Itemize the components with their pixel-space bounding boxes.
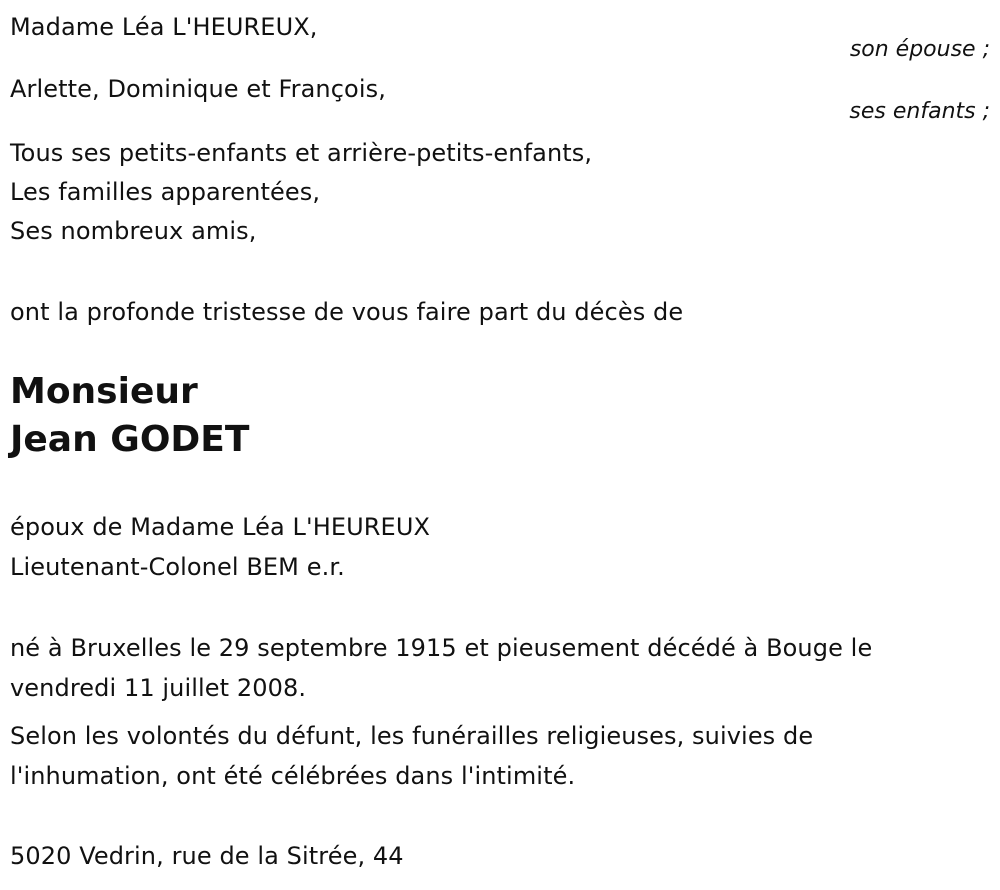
deceased-name: Jean GODET xyxy=(10,419,250,460)
birth-death-line-1: né à Bruxelles le 29 septembre 1915 et pieusement décédé à Bouge le xyxy=(10,634,873,662)
grandchildren-line: Tous ses petits-enfants et arrière-petits-enfants, xyxy=(10,139,593,167)
rank-line: Lieutenant-Colonel BEM e.r. xyxy=(10,553,345,581)
spouse-name: Madame Léa L'HEUREUX, xyxy=(10,13,318,41)
funeral-line-2: l'inhumation, ont été célébrées dans l'intimité. xyxy=(10,762,576,790)
announcement-text: ont la profonde tristesse de vous faire part du décès de xyxy=(10,298,684,326)
children-names: Arlette, Dominique et François, xyxy=(10,75,386,103)
families-line: Les familles apparentées, xyxy=(10,178,321,206)
friends-line: Ses nombreux amis, xyxy=(10,217,257,245)
deceased-title: Monsieur xyxy=(10,371,198,412)
funeral-line-1: Selon les volontés du défunt, les funérailles religieuses, suivies de xyxy=(10,722,814,750)
spouse-of-line: époux de Madame Léa L'HEUREUX xyxy=(10,513,431,541)
children-relation: ses enfants ; xyxy=(849,99,990,124)
birth-death-line-2: vendredi 11 juillet 2008. xyxy=(10,674,307,702)
address-line: 5020 Vedrin, rue de la Sitrée, 44 xyxy=(10,842,404,870)
spouse-relation: son épouse ; xyxy=(849,37,990,62)
